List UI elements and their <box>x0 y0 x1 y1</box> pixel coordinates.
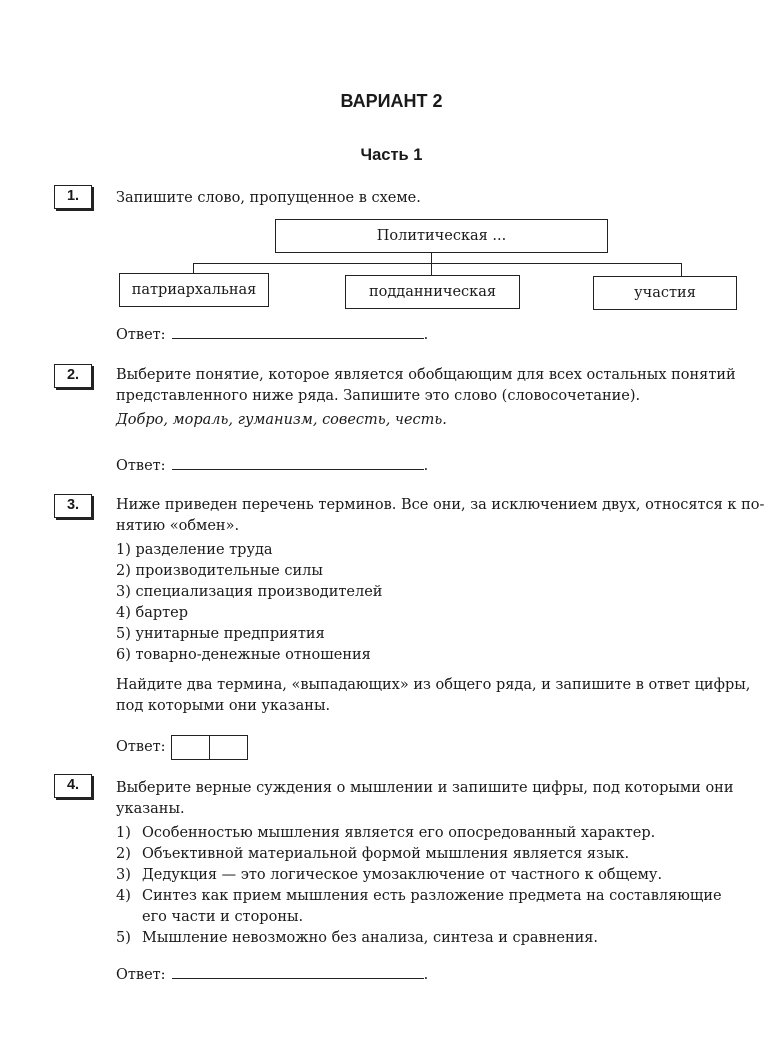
task-4-text-line-1: Выберите верные суждения о мышлении и запишите цифры, под которыми они <box>116 780 734 796</box>
task-2-answer: Ответ: . <box>116 455 428 474</box>
task-4-item-continuation: его части и стороны. <box>142 909 304 925</box>
task-3-item: 2) производительные силы <box>116 563 323 579</box>
scheme-connector-right <box>681 263 682 276</box>
task-1-answer-field[interactable] <box>172 324 424 339</box>
task-3-item: 5) унитарные предприятия <box>116 626 325 642</box>
task-4-text-line-2: указаны. <box>116 801 185 817</box>
task-2-text-line-1: Выберите понятие, которое является обобщающим для всех остальных понятий <box>116 367 736 383</box>
variant-title: ВАРИАНТ 2 <box>340 91 443 111</box>
task-3-item: 3) специализация производителей <box>116 584 383 600</box>
task-4-answer-field[interactable] <box>172 964 424 979</box>
task-3-instruction-line-2: под которыми они указаны. <box>116 698 331 714</box>
task-4-item: 4) Синтез как прием мышления есть разложение предмета на составляющие <box>116 888 722 904</box>
task-4-answer: Ответ: . <box>116 964 428 983</box>
task-3-instruction-line-1: Найдите два термина, «выпадающих» из общего ряда, и запишите в ответ цифры, <box>116 677 751 693</box>
task-2-answer-field[interactable] <box>172 455 424 470</box>
task-3-number: 3. <box>54 494 92 518</box>
scheme-connector-bar <box>193 263 681 264</box>
task-4-item: 3) Дедукция — это логическое умозаключение от частного к общему. <box>116 867 663 883</box>
answer-label: Ответ: <box>116 967 166 983</box>
task-3-text-line-1: Ниже приведен перечень терминов. Все они, за исключением двух, относятся к по- <box>116 497 765 513</box>
task-3-answer-cell-1[interactable] <box>171 735 210 760</box>
scheme-right-box <box>593 276 737 310</box>
part-title: Часть 1 <box>360 146 423 164</box>
scheme-connector-middle <box>431 263 432 275</box>
task-2-terms: Добро, мораль, гуманизм, совесть, честь. <box>116 412 447 428</box>
task-4-item: 1) Особенностью мышления является его опосредованный характер. <box>116 825 656 841</box>
task-3-text-line-2: нятию «обмен». <box>116 518 240 534</box>
scheme-top-box <box>275 219 608 253</box>
task-2-number: 2. <box>54 364 92 388</box>
answer-label: Ответ: <box>116 327 166 343</box>
scheme-middle-label: подданническая <box>368 284 497 300</box>
task-1-text: Запишите слово, пропущенное в схеме. <box>116 190 421 206</box>
task-3-answer-cell-2[interactable] <box>209 735 248 760</box>
answer-label: Ответ: <box>116 458 166 474</box>
task-3-item: 1) разделение труда <box>116 542 273 558</box>
scheme-left-box <box>119 273 269 307</box>
scheme-middle-box <box>345 275 520 309</box>
scheme-top-label: Политическая ... <box>376 228 507 244</box>
task-3-answer-label: Ответ: <box>116 739 166 755</box>
task-1-answer: Ответ: . <box>116 324 428 343</box>
task-1-number: 1. <box>54 185 92 209</box>
task-4-item: 2) Объективной материальной формой мышления является язык. <box>116 846 630 862</box>
task-3-item: 4) бартер <box>116 605 189 621</box>
task-4-item: 5) Мышление невозможно без анализа, синтеза и сравнения. <box>116 930 599 946</box>
scheme-connector-left <box>193 263 194 273</box>
task-3-item: 6) товарно-денежные отношения <box>116 647 371 663</box>
task-4-number: 4. <box>54 774 92 798</box>
scheme-left-label: патриархальная <box>131 282 257 298</box>
task-2-text-line-2: представленного ниже ряда. Запишите это слово (словосочетание). <box>116 388 641 404</box>
scheme-right-label: участия <box>634 285 696 301</box>
